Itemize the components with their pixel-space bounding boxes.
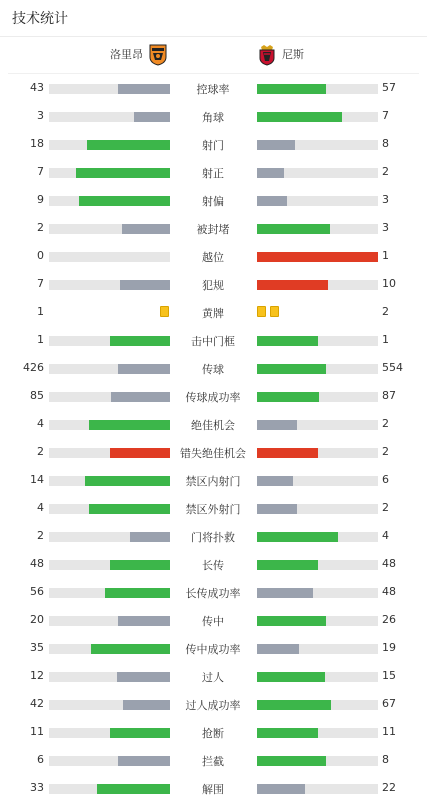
stat-row — [0, 186, 427, 214]
home-stat-bar — [49, 196, 170, 206]
stat-label: 禁区外射门 — [185, 503, 241, 516]
home-stat-bar — [49, 140, 170, 150]
away-stat-bar-fill — [257, 756, 326, 766]
home-stat-value: 2 — [37, 221, 44, 234]
stat-row — [0, 606, 427, 634]
stat-label: 越位 — [202, 251, 224, 264]
home-stat-bar-fill — [111, 392, 170, 402]
stat-row — [0, 102, 427, 130]
home-stat-bar — [49, 420, 170, 430]
away-stat-bar — [257, 364, 378, 374]
away-stat-bar-fill — [257, 784, 305, 794]
stat-label: 绝佳机会 — [191, 419, 235, 432]
stat-row — [0, 214, 427, 242]
away-stat-bar — [257, 476, 378, 486]
home-stat-bar — [49, 336, 170, 346]
stat-row — [0, 718, 427, 746]
home-stat-bar — [49, 392, 170, 402]
away-stat-bar — [257, 252, 378, 262]
home-stat-bar — [49, 224, 170, 234]
home-stat-value: 35 — [30, 641, 44, 654]
teams-row — [8, 37, 419, 74]
home-stat-bar — [49, 784, 170, 794]
away-stat-bar-fill — [257, 252, 378, 262]
stats-list — [0, 74, 427, 802]
away-stat-bar — [257, 532, 378, 542]
home-stat-value: 2 — [37, 445, 44, 458]
away-stat-bar-fill — [257, 280, 328, 290]
away-stat-value: 11 — [382, 725, 396, 738]
stat-label: 长传成功率 — [185, 587, 241, 600]
home-stat-value: 33 — [30, 781, 44, 794]
home-stat-value: 7 — [37, 277, 44, 290]
away-stat-value: 7 — [382, 109, 389, 122]
stat-label: 传中 — [202, 615, 224, 628]
home-stat-bar — [49, 112, 170, 122]
home-stat-value: 11 — [30, 725, 44, 738]
stat-row — [0, 550, 427, 578]
away-stat-bar — [257, 700, 378, 710]
stat-label: 过人 — [202, 671, 224, 684]
away-stat-value: 554 — [382, 361, 403, 374]
home-stat-value: 14 — [30, 473, 44, 486]
home-stat-bar — [49, 504, 170, 514]
away-yellow-cards — [257, 306, 279, 317]
home-stat-bar-fill — [118, 84, 170, 94]
home-stat-bar-fill — [110, 728, 171, 738]
stat-label: 射门 — [202, 139, 224, 152]
away-stat-bar-fill — [257, 336, 318, 346]
home-stat-value: 7 — [37, 165, 44, 178]
home-stat-bar-fill — [118, 364, 170, 374]
away-stat-bar-fill — [257, 700, 331, 710]
away-stat-value: 3 — [382, 221, 389, 234]
home-stat-bar — [49, 644, 170, 654]
home-stat-value: 4 — [37, 501, 44, 514]
stat-label: 门将扑救 — [191, 531, 235, 544]
home-stat-bar — [49, 448, 170, 458]
away-stat-value: 8 — [382, 753, 389, 766]
home-stat-bar — [49, 560, 170, 570]
away-stat-bar — [257, 756, 378, 766]
home-stat-value: 426 — [23, 361, 44, 374]
home-stat-bar — [49, 168, 170, 178]
stat-label: 过人成功率 — [185, 699, 241, 712]
away-stat-value: 1 — [382, 249, 389, 262]
home-yellow-cards — [160, 306, 169, 317]
stat-row — [0, 410, 427, 438]
stat-label: 击中门框 — [191, 335, 235, 348]
away-stat-bar — [257, 84, 378, 94]
home-stat-value: 1 — [37, 305, 44, 318]
away-stat-bar — [257, 448, 378, 458]
stat-row — [0, 578, 427, 606]
stat-row — [0, 438, 427, 466]
stat-label: 角球 — [202, 111, 224, 124]
yellow-card-icon — [160, 306, 169, 317]
home-stat-bar-fill — [110, 336, 171, 346]
home-stat-bar-fill — [85, 476, 170, 486]
away-stat-value: 4 — [382, 529, 389, 542]
away-stat-bar-fill — [257, 616, 326, 626]
home-stat-bar-fill — [91, 644, 170, 654]
home-stat-bar — [49, 84, 170, 94]
home-team[interactable] — [110, 44, 167, 66]
away-stat-bar-fill — [257, 420, 297, 430]
stat-row — [0, 354, 427, 382]
away-stat-value: 2 — [382, 501, 389, 514]
home-stat-bar-fill — [105, 588, 170, 598]
stat-label: 传中成功率 — [185, 643, 241, 656]
home-stat-bar-fill — [118, 616, 170, 626]
stat-row — [0, 690, 427, 718]
stat-row — [0, 74, 427, 102]
away-stat-bar — [257, 616, 378, 626]
home-stat-bar-fill — [97, 784, 170, 794]
home-stat-bar-fill — [117, 672, 170, 682]
stat-label: 禁区内射门 — [185, 475, 241, 488]
home-stat-bar — [49, 756, 170, 766]
stat-row — [0, 382, 427, 410]
lorient-crest-icon — [149, 44, 167, 66]
home-stat-bar — [49, 280, 170, 290]
away-stat-bar — [257, 588, 378, 598]
away-stat-bar — [257, 392, 378, 402]
stat-row — [0, 634, 427, 662]
home-stat-value: 0 — [37, 249, 44, 262]
stat-label: 解围 — [202, 783, 224, 796]
away-stat-bar — [257, 784, 378, 794]
away-stat-value: 67 — [382, 697, 396, 710]
away-stat-bar-fill — [257, 504, 297, 514]
home-stat-bar — [49, 672, 170, 682]
stat-label: 射偏 — [202, 195, 224, 208]
stat-row — [0, 522, 427, 550]
away-stat-value: 15 — [382, 669, 396, 682]
away-stat-value: 48 — [382, 585, 396, 598]
home-stat-value: 18 — [30, 137, 44, 150]
page-title: 技术统计 — [12, 11, 68, 27]
away-stat-bar — [257, 224, 378, 234]
away-stat-value: 19 — [382, 641, 396, 654]
away-stat-bar-fill — [257, 84, 326, 94]
home-stat-bar-fill — [110, 448, 171, 458]
home-stat-bar — [49, 476, 170, 486]
home-stat-bar — [49, 616, 170, 626]
away-stat-bar-fill — [257, 112, 342, 122]
home-stat-bar-fill — [89, 420, 170, 430]
yellow-card-icon — [257, 306, 266, 317]
stat-row — [0, 662, 427, 690]
stat-row — [0, 746, 427, 774]
stat-label: 传球成功率 — [185, 391, 241, 404]
away-stat-value: 8 — [382, 137, 389, 150]
stat-row — [0, 298, 427, 326]
home-stat-bar — [49, 728, 170, 738]
stat-label: 犯规 — [202, 279, 224, 292]
stat-label: 错失绝佳机会 — [180, 447, 246, 460]
home-team-name: 洛里昂 — [110, 48, 143, 61]
away-stat-bar-fill — [257, 588, 313, 598]
away-stat-bar-fill — [257, 392, 319, 402]
home-stat-bar — [49, 532, 170, 542]
away-stat-bar — [257, 280, 378, 290]
yellow-card-icon — [270, 306, 279, 317]
away-team-name: 尼斯 — [282, 48, 304, 61]
away-stat-bar-fill — [257, 476, 293, 486]
stat-row — [0, 494, 427, 522]
home-stat-value: 48 — [30, 557, 44, 570]
away-stat-value: 26 — [382, 613, 396, 626]
stat-row — [0, 466, 427, 494]
stats-header — [0, 0, 427, 37]
away-stat-value: 3 — [382, 193, 389, 206]
away-stat-value: 2 — [382, 445, 389, 458]
away-stat-bar — [257, 560, 378, 570]
home-stat-bar — [49, 588, 170, 598]
home-stat-bar-fill — [120, 280, 170, 290]
away-stat-value: 2 — [382, 305, 389, 318]
away-stat-bar-fill — [257, 448, 318, 458]
home-stat-value: 1 — [37, 333, 44, 346]
away-stat-value: 87 — [382, 389, 396, 402]
stat-row — [0, 774, 427, 802]
stat-label: 射正 — [202, 167, 224, 180]
home-stat-value: 3 — [37, 109, 44, 122]
home-stat-bar-fill — [130, 532, 170, 542]
away-stat-bar — [257, 420, 378, 430]
stat-label: 拦截 — [202, 755, 224, 768]
stat-label: 控球率 — [196, 83, 230, 96]
away-stat-value: 6 — [382, 473, 389, 486]
away-stat-bar-fill — [257, 532, 338, 542]
away-stat-bar — [257, 168, 378, 178]
stat-row — [0, 242, 427, 270]
away-stat-bar-fill — [257, 644, 299, 654]
home-stat-bar-fill — [134, 112, 170, 122]
home-stat-bar — [49, 700, 170, 710]
home-stat-bar-fill — [123, 700, 170, 710]
away-stat-bar — [257, 728, 378, 738]
stat-row — [0, 270, 427, 298]
stat-row — [0, 130, 427, 158]
away-stat-value: 57 — [382, 81, 396, 94]
home-stat-value: 85 — [30, 389, 44, 402]
home-stat-value: 43 — [30, 81, 44, 94]
home-stat-bar — [49, 252, 170, 262]
away-stat-bar-fill — [257, 560, 318, 570]
away-stat-value: 48 — [382, 557, 396, 570]
home-stat-value: 42 — [30, 697, 44, 710]
away-stat-value: 2 — [382, 165, 389, 178]
stat-row — [0, 326, 427, 354]
home-stat-value: 2 — [37, 529, 44, 542]
stat-label: 传球 — [202, 363, 224, 376]
away-stat-value: 2 — [382, 417, 389, 430]
home-stat-bar-fill — [79, 196, 170, 206]
home-stat-bar-fill — [118, 756, 170, 766]
stat-label: 黄牌 — [202, 307, 224, 320]
home-stat-bar-fill — [122, 224, 170, 234]
stat-label: 被封堵 — [196, 223, 230, 236]
nice-crest-icon — [258, 44, 276, 66]
away-stat-value: 22 — [382, 781, 396, 794]
home-stat-bar-fill — [89, 504, 170, 514]
home-stat-bar — [49, 364, 170, 374]
away-stat-value: 1 — [382, 333, 389, 346]
away-team[interactable] — [258, 44, 304, 66]
stat-row — [0, 158, 427, 186]
away-stat-bar-fill — [257, 168, 284, 178]
away-stat-bar — [257, 504, 378, 514]
away-stat-bar — [257, 196, 378, 206]
home-stat-bar-fill — [110, 560, 171, 570]
away-stat-bar — [257, 140, 378, 150]
away-stat-bar-fill — [257, 196, 287, 206]
away-stat-bar — [257, 112, 378, 122]
away-stat-bar-fill — [257, 224, 330, 234]
stat-label: 长传 — [202, 559, 224, 572]
away-stat-bar-fill — [257, 364, 326, 374]
home-stat-value: 20 — [30, 613, 44, 626]
home-stat-value: 6 — [37, 753, 44, 766]
away-stat-bar-fill — [257, 672, 325, 682]
home-stat-value: 56 — [30, 585, 44, 598]
away-stat-bar-fill — [257, 140, 295, 150]
away-stat-bar — [257, 644, 378, 654]
home-stat-bar-fill — [76, 168, 170, 178]
away-stat-bar — [257, 672, 378, 682]
away-stat-bar-fill — [257, 728, 318, 738]
stat-label: 抢断 — [202, 727, 224, 740]
away-stat-bar — [257, 336, 378, 346]
away-stat-value: 10 — [382, 277, 396, 290]
home-stat-value: 12 — [30, 669, 44, 682]
home-stat-value: 4 — [37, 417, 44, 430]
home-stat-bar-fill — [87, 140, 170, 150]
home-stat-value: 9 — [37, 193, 44, 206]
